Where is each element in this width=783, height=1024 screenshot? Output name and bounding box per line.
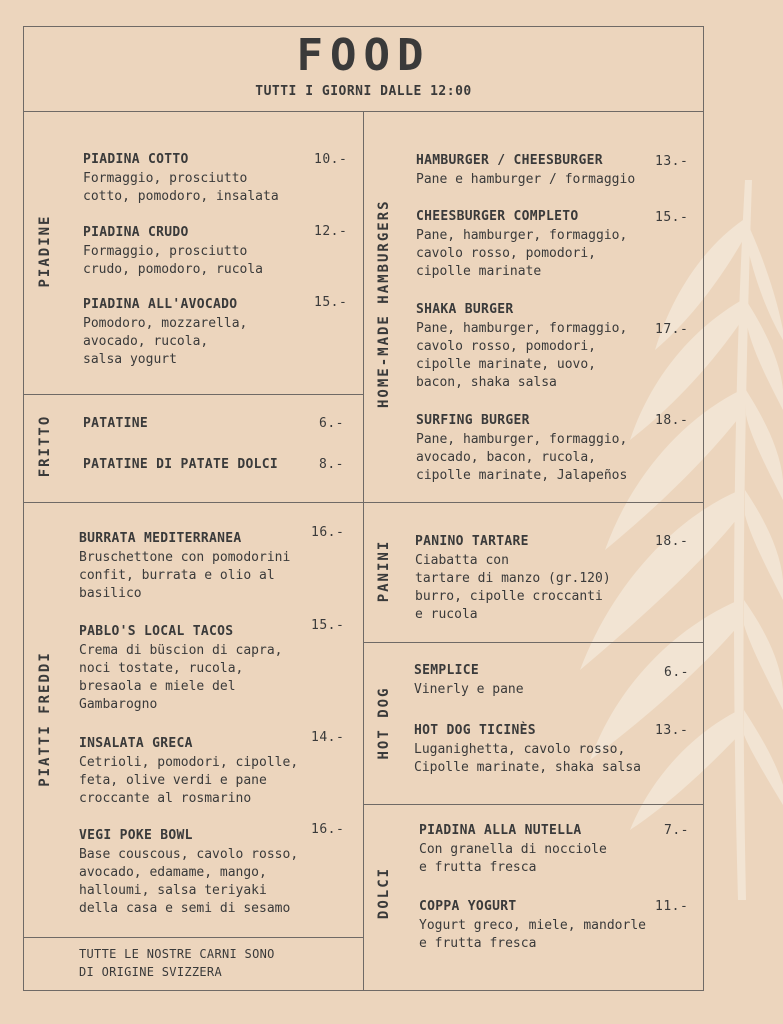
item-name: VEGI POKE BOWL	[79, 828, 193, 843]
item-price: 8.-	[319, 457, 344, 472]
item-name: INSALATA GRECA	[79, 736, 193, 751]
section-label-piadine: PIADINE	[37, 214, 53, 288]
list-item	[415, 534, 611, 624]
item-price: 18.-	[655, 534, 689, 549]
item-name: PABLO'S LOCAL TACOS	[79, 624, 234, 639]
list-item	[79, 624, 283, 714]
item-name: PIADINA ALLA NUTELLA	[419, 823, 582, 838]
item-name: PANINO TARTARE	[415, 534, 529, 549]
item-price: 7.-	[664, 823, 689, 838]
section-label-piatti-freddi: PIATTI FREDDI	[37, 651, 53, 787]
item-description: Pane, hamburger, formaggio, cavolo rosso, pomodori, cipolle marinate	[416, 228, 628, 279]
list-item	[83, 416, 148, 431]
page-title: FOOD	[296, 30, 431, 81]
item-description: Pane, hamburger, formaggio, avocado, bacon, rucola, cipolle marinate, Jalapeños	[416, 432, 628, 483]
list-item	[419, 899, 646, 953]
item-price: 17.-	[655, 322, 689, 337]
item-price: 18.-	[655, 413, 689, 428]
column-divider	[363, 111, 364, 991]
list-item	[83, 457, 278, 472]
list-item	[83, 225, 263, 279]
item-description: Formaggio, prosciutto cotto, pomodoro, insalata	[83, 171, 279, 204]
item-price: 16.-	[311, 822, 345, 837]
list-item	[79, 736, 298, 808]
item-description: Base couscous, cavolo rosso, avocado, edamame, mango, halloumi, salsa teriyaki della casa e semi di sesamo	[79, 847, 299, 916]
item-description: Cetrioli, pomodori, cipolle, feta, olive verdi e pane croccante al rosmarino	[79, 755, 299, 806]
item-price: 15.-	[311, 618, 345, 633]
list-item	[416, 209, 627, 281]
item-name: HAMBURGER / CHEESBURGER	[416, 153, 603, 168]
panini-hotdog-divider	[363, 642, 704, 643]
piadine-fritto-divider	[23, 394, 363, 395]
fritto-freddi-divider	[23, 502, 363, 503]
note-divider	[23, 937, 363, 938]
list-item	[83, 152, 279, 206]
item-price: 14.-	[311, 730, 345, 745]
item-name: SEMPLICE	[414, 663, 480, 678]
list-item	[414, 663, 524, 699]
item-price: 13.-	[655, 154, 689, 169]
item-description: Con granella di nocciole e frutta fresca	[419, 842, 607, 875]
list-item	[416, 302, 627, 392]
item-name: CHEESBURGER COMPLETO	[416, 209, 579, 224]
item-price: 13.-	[655, 723, 689, 738]
item-description: Pane, hamburger, formaggio, cavolo rosso, pomodori, cipolle marinate, uovo, bacon, shaka salsa	[416, 321, 628, 390]
item-description: Bruschettone con pomodorini confit, burrata e olio al basilico	[79, 550, 291, 601]
item-description: Ciabatta con tartare di manzo (gr.120) burro, cipolle croccanti e rucola	[415, 553, 611, 622]
list-item	[414, 723, 641, 777]
item-price: 15.-	[314, 295, 348, 310]
item-name: PIADINA ALL'AVOCADO	[83, 297, 238, 312]
item-name: COPPA YOGURT	[419, 899, 517, 914]
item-name: PIADINA COTTO	[83, 152, 189, 167]
section-label-fritto: FRITTO	[37, 414, 53, 478]
section-label-hamburgers: HOME-MADE HAMBURGERS	[376, 199, 392, 408]
list-item	[79, 828, 298, 918]
item-price: 10.-	[314, 152, 348, 167]
item-name: PIADINA CRUDO	[83, 225, 189, 240]
item-price: 12.-	[314, 224, 348, 239]
item-price: 16.-	[311, 525, 345, 540]
item-name: BURRATA MEDITERRANEA	[79, 531, 242, 546]
item-price: 15.-	[655, 210, 689, 225]
section-label-hot-dog: HOT DOG	[376, 686, 392, 760]
item-description: Vinerly e pane	[414, 682, 524, 697]
item-name: PATATINE DI PATATE DOLCI	[83, 457, 279, 472]
list-item	[419, 823, 607, 877]
origin-note: TUTTE LE NOSTRE CARNI SONO DI ORIGINE SVIZZERA	[79, 947, 275, 979]
section-label-panini: PANINI	[376, 539, 392, 603]
item-name: HOT DOG TICINÈS	[414, 723, 536, 738]
item-description: Pomodoro, mozzarella, avocado, rucola, salsa yogurt	[83, 316, 248, 367]
list-item	[416, 413, 627, 485]
item-name: SHAKA BURGER	[416, 302, 514, 317]
item-name: PATATINE	[83, 416, 149, 431]
item-price: 11.-	[655, 899, 689, 914]
list-item	[83, 297, 247, 369]
list-item	[79, 531, 290, 603]
item-name: SURFING BURGER	[416, 413, 530, 428]
item-description: Pane e hamburger / formaggio	[416, 172, 636, 187]
list-item	[416, 153, 635, 189]
item-price: 6.-	[319, 416, 344, 431]
hotdog-dolci-divider	[363, 804, 704, 805]
section-label-dolci: DOLCI	[376, 866, 392, 920]
item-description: Formaggio, prosciutto crudo, pomodoro, rucola	[83, 244, 264, 277]
item-description: Crema di büscion di capra, noci tostate, rucola, bresaola e miele del Gambarogno	[79, 643, 283, 712]
opening-hours: TUTTI I GIORNI DALLE 12:00	[255, 84, 472, 99]
item-description: Luganighetta, cavolo rosso, Cipolle marinate, shaka salsa	[414, 742, 641, 775]
item-description: Yogurt greco, miele, mandorle e frutta fresca	[419, 918, 646, 951]
hamburgers-panini-divider	[363, 502, 704, 503]
item-price: 6.-	[664, 665, 689, 680]
